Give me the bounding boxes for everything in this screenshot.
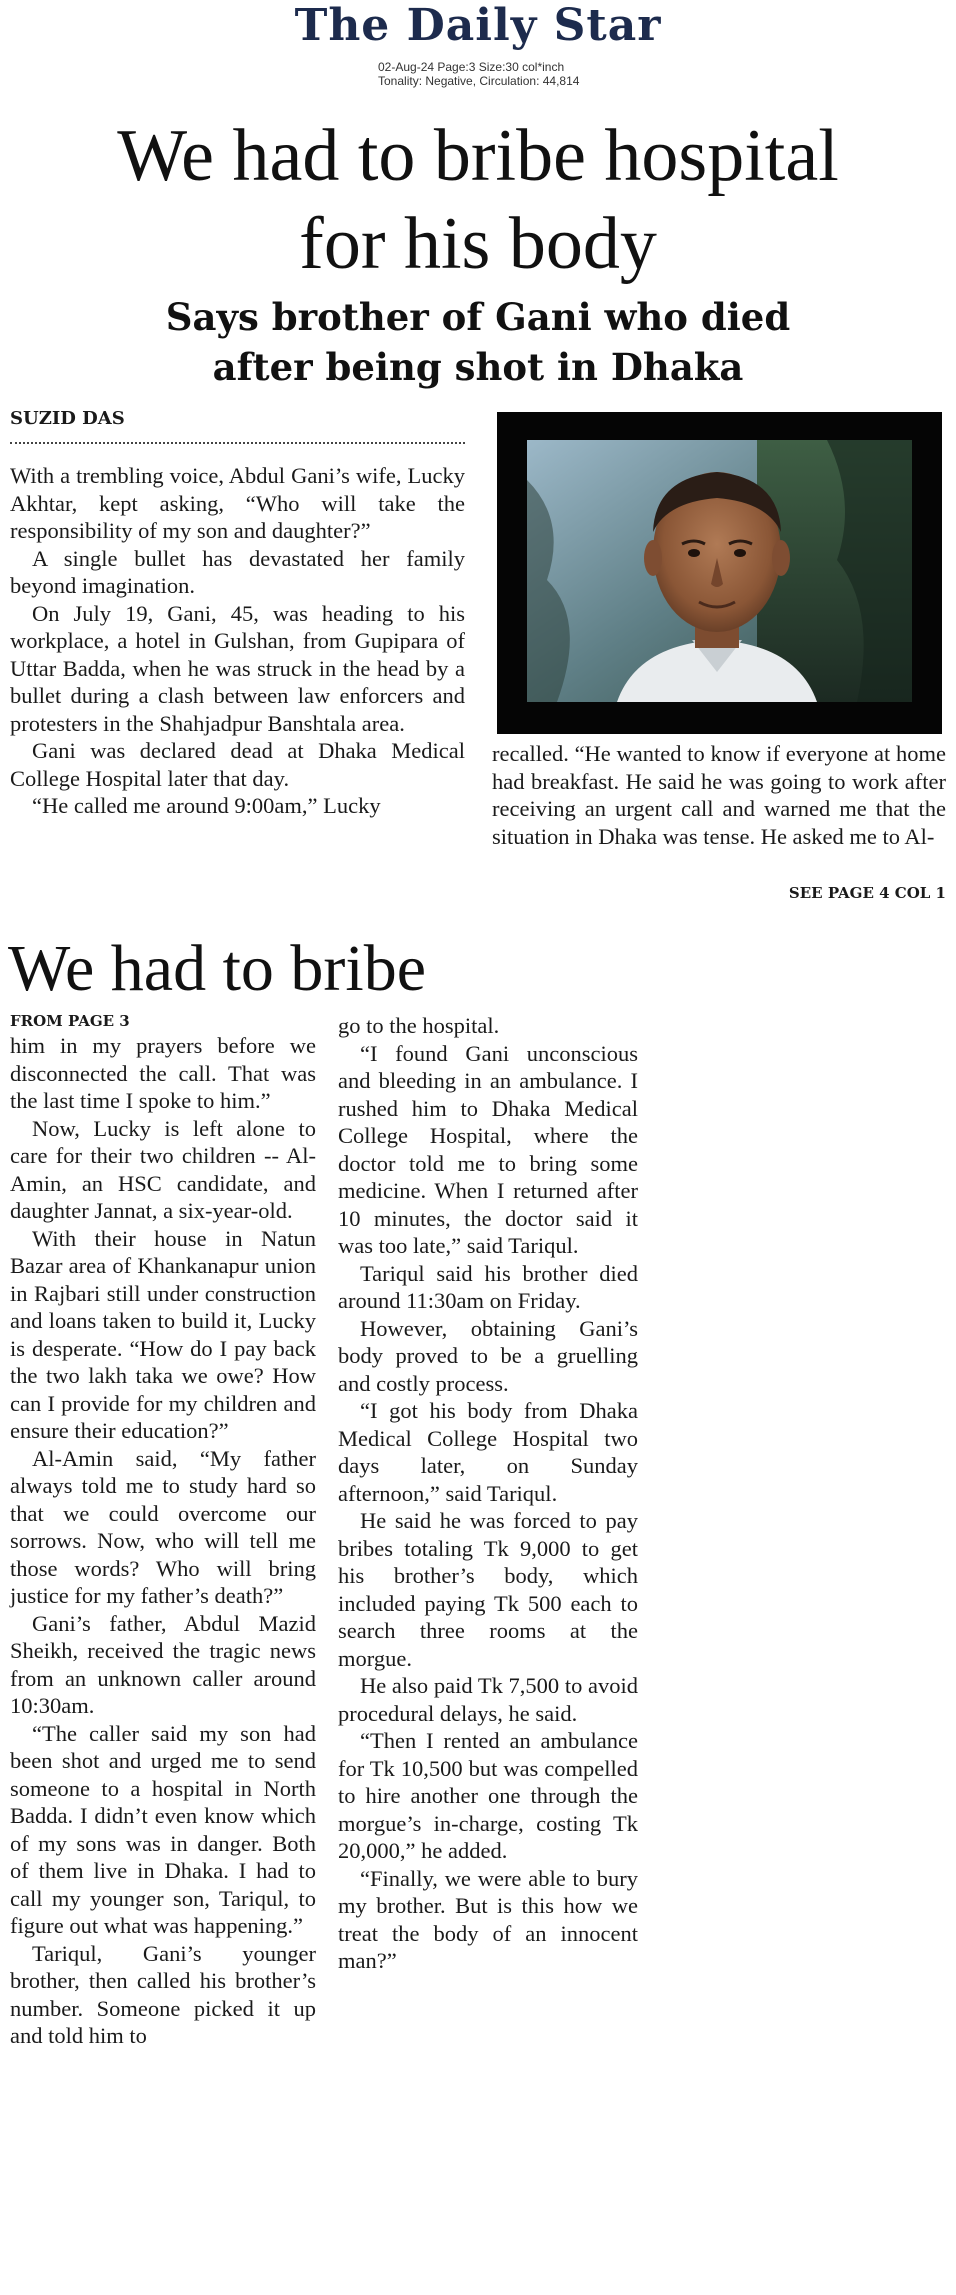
continuation-headline: We had to bribe xyxy=(8,932,427,1005)
portrait-photo-icon xyxy=(527,440,912,702)
paragraph: With their house in Natun Bazar area of Khankanapur union in Rajbari still under construction and loans taken to build it, Lucky is desperate. “How do I pay back the two lakh taka we owe? How can I provide for my children and ensure their education?” xyxy=(10,1225,316,1443)
paragraph: go to the hospital. xyxy=(338,1013,500,1038)
article-column-2 xyxy=(492,740,946,850)
paragraph: Now, Lucky is left alone to care for their two children -- Al-Amin, an HSC candidate, and daughter Jannat, a six-year-old. xyxy=(10,1115,316,1223)
paragraph: He also paid Tk 7,500 to avoid procedural delays, he said. xyxy=(338,1673,638,1726)
paragraph: A single bullet has devastated her family beyond imagination. xyxy=(10,545,465,598)
paragraph: “Then I rented an ambulance for Tk 10,500 but was compelled to hire another one through the morgue’s in-charge, costing Tk 20,000,” he added. xyxy=(338,1728,638,1863)
paragraph: “The caller said my son had been shot and urged me to send someone to a hospital in North Badda. I didn’t even know which of my sons was in danger. Both of them live in Dhaka. I had to call my younger son, Tariqul, to figure out what was happening.” xyxy=(10,1720,316,1938)
paragraph: him in my prayers before we disconnected the call. That was the last time I spoke to him.” xyxy=(10,1033,316,1113)
headline-line-2: for his body xyxy=(299,203,657,285)
clip-info: 02-Aug-24 Page:3 Size:30 col*inch xyxy=(378,60,565,74)
newspaper-masthead: The Daily Star xyxy=(294,0,662,51)
paragraph: With a trembling voice, Abdul Gani’s wife, Lucky Akhtar, kept asking, “Who will take the responsibility of my son and daughter?” xyxy=(10,463,465,543)
headline xyxy=(0,112,956,288)
jump-line: SEE PAGE 4 COL 1 xyxy=(788,884,946,902)
photo-frame xyxy=(497,412,942,734)
continuation-column-1 xyxy=(10,1032,316,2050)
from-page-label: FROM PAGE 3 xyxy=(10,1012,130,1030)
paragraph: “Finally, we were able to bury my brother. But is this how we treat the body of an innocent man?” xyxy=(338,1865,638,1973)
paragraph: However, obtaining Gani’s body proved to be a gruelling and costly process. xyxy=(338,1315,638,1396)
paragraph: Al-Amin said, “My father always told me to study hard so that we could overcome our sorrows. Now, who will tell me those words? Who will bring justice for my father’s death?” xyxy=(10,1445,316,1608)
headline-line-1: We had to bribe hospital xyxy=(117,115,839,197)
paragraph: “I got his body from Dhaka Medical College Hospital two days later, on Sunday afternoon,” said Tariqul. xyxy=(338,1398,638,1506)
article-column-1 xyxy=(10,462,465,820)
paragraph: Tariqul said his brother died around 11:30am on Friday. xyxy=(338,1260,638,1313)
paragraph: Gani’s father, Abdul Mazid Sheikh, received the tragic news from an unknown caller around 10:30am. xyxy=(10,1610,316,1718)
byline: SUZID DAS xyxy=(10,408,125,429)
paragraph: “He called me around 9:00am,” Lucky xyxy=(32,793,381,818)
paragraph: Gani was declared dead at Dhaka Medical College Hospital later that day. xyxy=(10,738,465,791)
paragraph: On July 19, Gani, 45, was heading to his workplace, a hotel in Gulshan, from Gupipara of Uttar Badda, when he was struck in the head by a bullet during a clash between law enforcers and protesters in the Shahjadpur Banshtala area. xyxy=(10,600,465,736)
continuation-column-2 xyxy=(338,1012,638,1975)
paragraph: “I found Gani unconscious and bleeding in an ambulance. I rushed him to Dhaka Medical College Hospital, where the doctor told me to bring some medicine. When I returned after 10 minutes, the doctor said it was too late,” said Tariqul. xyxy=(338,1040,638,1258)
byline-divider xyxy=(10,442,465,444)
subhead-line-1: Says brother of Gani who died xyxy=(165,295,791,339)
clip-meta: Tonality: Negative, Circulation: 44,814 xyxy=(378,74,580,88)
paragraph: He said he was forced to pay bribes totaling Tk 9,000 to get his brother’s body, which included paying Tk 500 each to search three rooms at the morgue. xyxy=(338,1508,638,1671)
subheadline xyxy=(0,292,956,392)
paragraph: recalled. “He wanted to know if everyone at home had breakfast. He said he was going to work after receiving an urgent call and warned me that the situation in Dhaka was tense. He asked me to Al- xyxy=(492,741,946,849)
subhead-line-2: after being shot in Dhaka xyxy=(212,345,744,389)
paragraph: Tariqul, Gani’s younger brother, then called his brother’s number. Someone picked it up and told him to xyxy=(10,1940,316,2048)
